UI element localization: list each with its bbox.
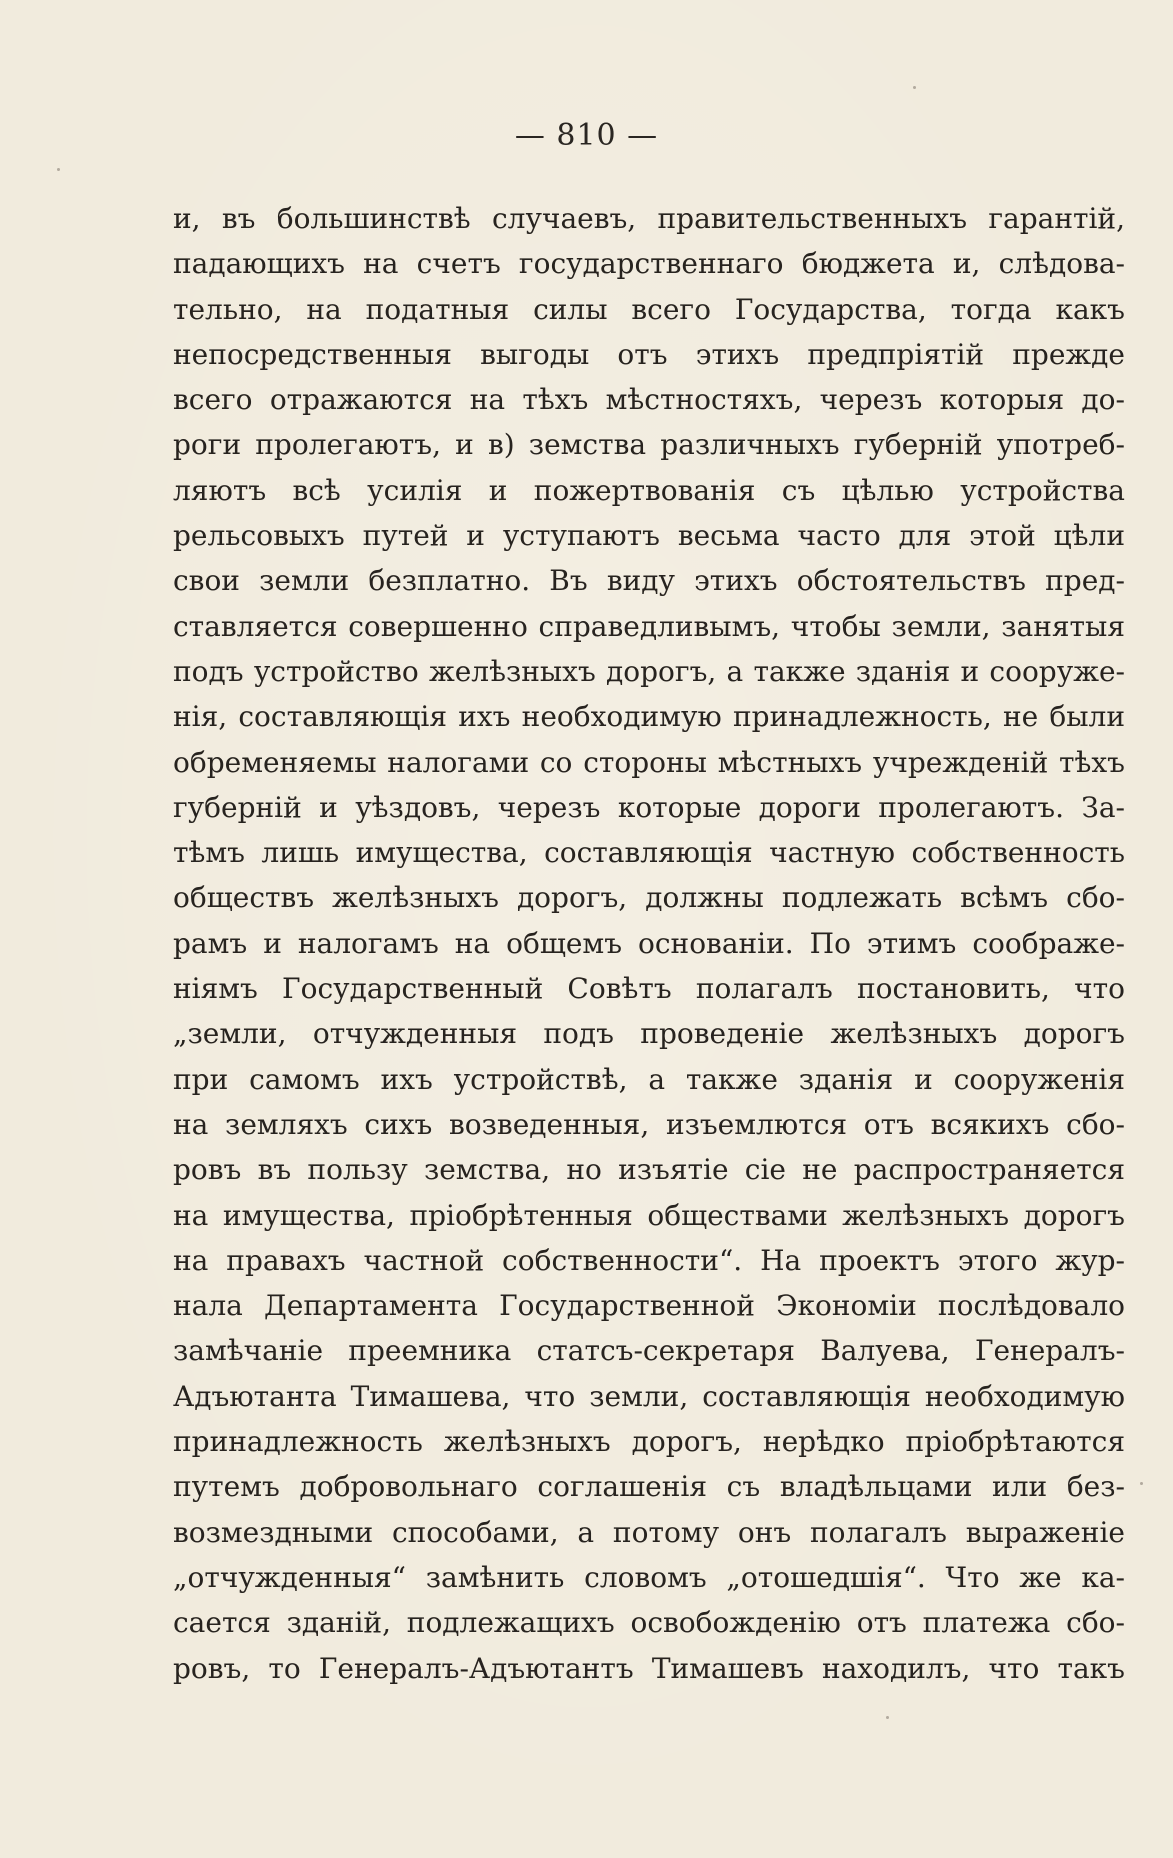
text-line: подъ устройство желѣзныхъ дорогъ, а также зданія и сооруже- xyxy=(173,654,1125,688)
text-line: возмездными способами, а потому онъ полагалъ выраженіе xyxy=(173,1515,1125,1549)
text-line: обременяемы налогами со стороны мѣстныхъ учрежденій тѣхъ xyxy=(173,745,1125,779)
text-line: свои земли безплатно. Въ виду этихъ обстоятельствъ пред- xyxy=(173,564,1125,598)
paper-speck xyxy=(57,168,60,171)
text-line: и, въ большинствѣ случаевъ, правительственныхъ гарантій, xyxy=(173,202,1125,235)
text-line: падающихъ на счетъ государственнаго бюджета и, слѣдова- xyxy=(173,247,1125,281)
text-line: нала Департамента Государственной Экономіи послѣдовало xyxy=(173,1289,1125,1323)
text-line: тельно, на податныя силы всего Государства, тогда какъ xyxy=(173,292,1125,326)
text-line: нія, составляющія ихъ необходимую принадлежность, не были xyxy=(173,700,1125,734)
text-line: тѣмъ лишь имущества, составляющія частную собственность xyxy=(173,836,1125,870)
text-line: при самомъ ихъ устройствѣ, а также зданія и сооруженія xyxy=(173,1062,1125,1096)
text-line: Адъютанта Тимашева, что земли, составляющія необходимую xyxy=(173,1379,1125,1413)
paper-speck xyxy=(886,1716,889,1719)
text-line: ніямъ Государственный Совѣтъ полагалъ постановить, что xyxy=(173,972,1125,1006)
text-line: рельсовыхъ путей и уступаютъ весьма часто для этой цѣли xyxy=(173,519,1125,553)
text-line: ровъ въ пользу земства, но изъятіе сіе не распространяется xyxy=(173,1153,1125,1187)
text-line: ровъ, то Генералъ-Адъютантъ Тимашевъ находилъ, что такъ xyxy=(173,1651,1125,1685)
text-line: сается зданій, подлежащихъ освобожденію отъ платежа сбо- xyxy=(173,1606,1125,1640)
text-line: губерній и уѣздовъ, черезъ которые дороги пролегаютъ. За- xyxy=(173,790,1125,824)
text-line: рамъ и налогамъ на общемъ основаніи. По этимъ соображе- xyxy=(173,926,1125,960)
text-line: „земли, отчужденныя подъ проведеніе желѣзныхъ дорогъ xyxy=(173,1017,1125,1051)
body-text xyxy=(173,196,1125,1691)
text-line: путемъ добровольнаго соглашенія съ владѣльцами или без- xyxy=(173,1470,1125,1504)
text-line: непосредственныя выгоды отъ этихъ предпріятій прежде xyxy=(173,337,1125,371)
text-line: на правахъ частной собственности“. На проектъ этого жур- xyxy=(173,1243,1125,1277)
text-line: роги пролегаютъ, и в) земства различныхъ губерній употреб- xyxy=(173,428,1125,462)
page-number: — 810 — xyxy=(514,118,659,153)
text-line: обществъ желѣзныхъ дорогъ, должны подлежать всѣмъ сбо- xyxy=(173,881,1125,915)
text-line: принадлежность желѣзныхъ дорогъ, нерѣдко пріобрѣтаются xyxy=(173,1425,1125,1459)
text-line: на земляхъ сихъ возведенныя, изъемлются отъ всякихъ сбо- xyxy=(173,1107,1125,1141)
text-line: „отчужденныя“ замѣнить словомъ „отошедшія“. Что же ка- xyxy=(173,1560,1125,1594)
text-line: ставляется совершенно справедливымъ, чтобы земли, занятыя xyxy=(173,609,1125,643)
text-line: на имущества, пріобрѣтенныя обществами желѣзныхъ дорогъ xyxy=(173,1198,1125,1232)
text-line: всего отражаются на тѣхъ мѣстностяхъ, черезъ которыя до- xyxy=(173,383,1125,417)
paper-speck xyxy=(1140,1482,1143,1485)
text-line: замѣчаніе преемника статсъ-секретаря Валуева, Генералъ- xyxy=(173,1334,1125,1368)
paper-speck xyxy=(913,86,916,89)
text-line: ляютъ всѣ усилія и пожертвованія съ цѣлью устройства xyxy=(173,473,1125,507)
